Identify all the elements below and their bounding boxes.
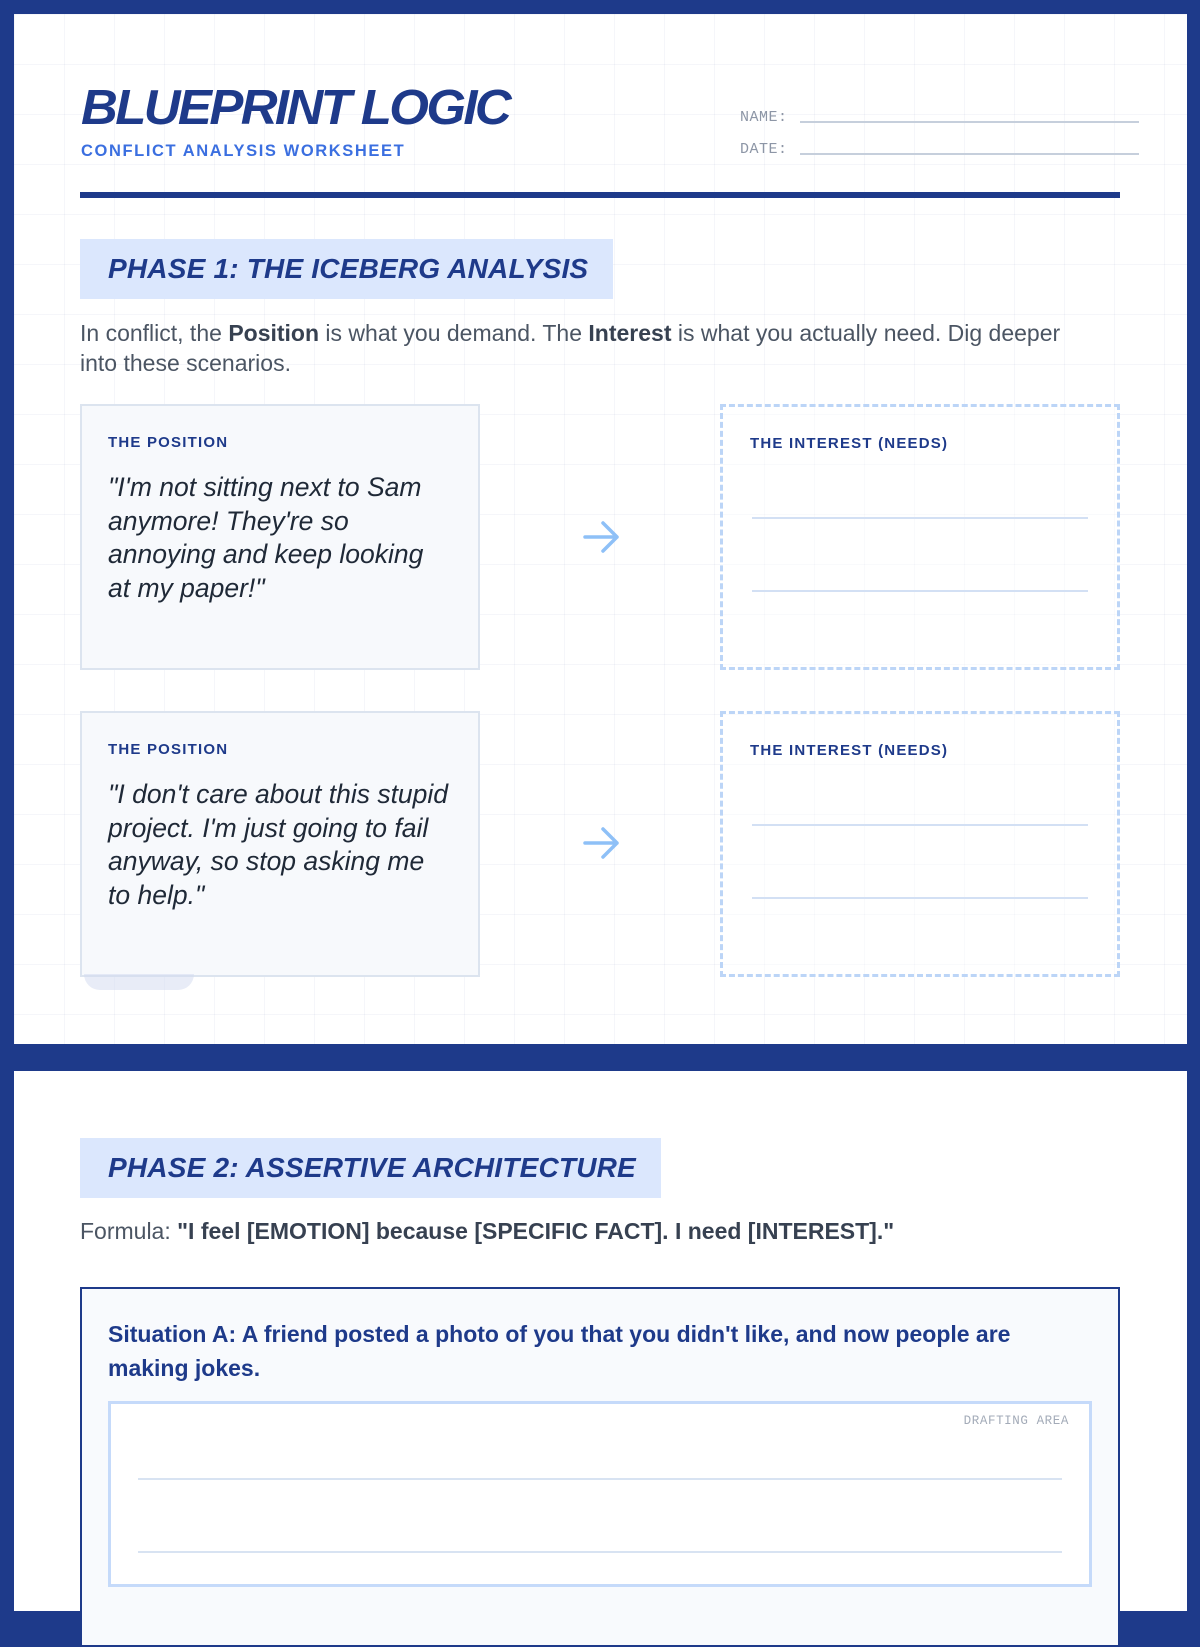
- position-label: THE POSITION: [108, 741, 229, 758]
- interest-label: THE INTEREST (NEEDS): [750, 435, 949, 452]
- writing-line[interactable]: [752, 824, 1088, 826]
- intro-bold-position: Position: [228, 320, 320, 346]
- position-card-2: [80, 711, 480, 977]
- phase1-heading-text: PHASE 1: THE ICEBERG ANALYSIS: [108, 253, 589, 284]
- intro-text-1: In conflict, the: [80, 320, 229, 346]
- drafting-area-label: DRAFTING AREA: [963, 1414, 1069, 1428]
- writing-line[interactable]: [752, 590, 1088, 592]
- name-line[interactable]: [800, 121, 1139, 123]
- formula-label: Formula:: [80, 1218, 178, 1244]
- interest-card-1[interactable]: [720, 404, 1120, 670]
- drafting-area[interactable]: [108, 1401, 1092, 1587]
- writing-line[interactable]: [752, 897, 1088, 899]
- arrow-right-icon: [579, 514, 625, 560]
- interest-label: THE INTEREST (NEEDS): [750, 742, 949, 759]
- intro-bold-interest: Interest: [588, 320, 672, 346]
- date-field[interactable]: [740, 141, 1139, 158]
- position-label: THE POSITION: [108, 434, 229, 451]
- arrow-right-icon: [579, 820, 625, 866]
- formula-text: "I feel [EMOTION] because [SPECIFIC FACT]. I need [INTEREST].": [177, 1218, 895, 1244]
- worksheet-subtitle: CONFLICT ANALYSIS WORKSHEET: [81, 142, 406, 160]
- header-divider: [80, 192, 1120, 198]
- position-quote: "I'm not sitting next to Sam anymore! They're so annoying and keep looking at my paper!": [108, 472, 424, 603]
- position-card-1: [80, 404, 480, 670]
- formula-line: [80, 1218, 894, 1245]
- situation-a-text: Situation A: A friend posted a photo of you that you didn't like, and now people are making jokes.: [108, 1321, 1011, 1381]
- date-label: DATE:: [740, 141, 788, 158]
- situation-a-card: [80, 1287, 1120, 1647]
- position-quote: "I don't care about this stupid project. I'm just going to fail anyway, so stop asking me to help.": [108, 779, 449, 910]
- intro-text-2: is what you demand. The: [319, 320, 589, 346]
- worksheet-page-2: [14, 1071, 1187, 1611]
- date-line[interactable]: [800, 153, 1139, 155]
- phase1-heading: [80, 239, 613, 299]
- writing-line[interactable]: [138, 1478, 1062, 1480]
- decorative-shadow: [84, 974, 194, 990]
- interest-card-2[interactable]: [720, 711, 1120, 977]
- name-field[interactable]: [740, 109, 1139, 126]
- writing-line[interactable]: [138, 1551, 1062, 1553]
- intro-text-3: is what you actually need. Dig deeper into these scenarios.: [80, 320, 1061, 376]
- phase2-heading: [80, 1138, 661, 1198]
- phase1-intro: [80, 318, 1080, 378]
- phase2-heading-text: PHASE 2: ASSERTIVE ARCHITECTURE: [108, 1152, 636, 1183]
- worksheet-title: BLUEPRINT LOGIC: [81, 81, 510, 135]
- name-label: NAME:: [740, 109, 788, 126]
- writing-line[interactable]: [752, 517, 1088, 519]
- worksheet-page-1: [14, 14, 1187, 1044]
